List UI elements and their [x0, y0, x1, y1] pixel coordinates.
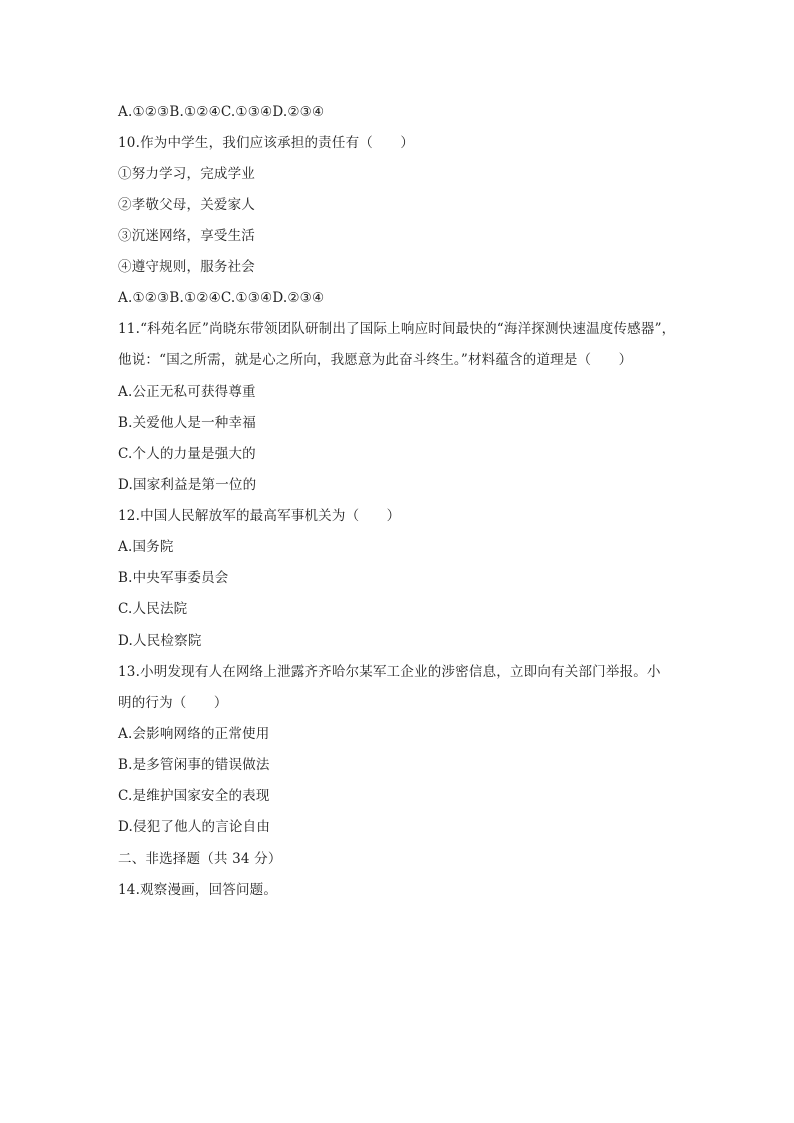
q10-answer-options: A.①②③B.①②④C.①③④D.②③④: [118, 290, 325, 306]
q12-option-c: C.人民法院: [118, 601, 188, 617]
q11-option-d: D.国家利益是第一位的: [118, 477, 257, 493]
q11-option-b: B.关爱他人是一种幸福: [118, 415, 256, 431]
q10-stem: 10.作为中学生，我们应该承担的责任有（ ）: [118, 135, 415, 151]
q11-stem-line-1: 11.“科苑名匠”尚晓东带领团队研制出了国际上响应时间最快的“海洋探测快速温度传感器”，: [118, 321, 676, 337]
q13-stem-line-1: 13.小明发现有人在网络上泄露齐齐哈尔某军工企业的涉密信息，立即向有关部门举报。小: [118, 664, 661, 680]
q13-option-a: A.会影响网络的正常使用: [118, 726, 270, 742]
q13-stem-line-2: 明的行为（ ）: [118, 695, 228, 711]
q13-option-c: C.是维护国家安全的表现: [118, 788, 270, 804]
q10-statement-2: ②孝敬父母，关爱家人: [118, 197, 255, 213]
q9-answer-options: A.①②③B.①②④C.①③④D.②③④: [118, 104, 325, 120]
q10-statement-4: ④遵守规则，服务社会: [118, 259, 255, 275]
q12-option-b: B.中央军事委员会: [118, 570, 229, 586]
q13-option-d: D.侵犯了他人的言论自由: [118, 819, 271, 835]
q12-stem: 12.中国人民解放军的最高军事机关为（ ）: [118, 508, 401, 524]
q11-option-c: C.个人的力量是强大的: [118, 446, 256, 462]
q10-statement-1: ①努力学习，完成学业: [118, 166, 255, 182]
q11-stem-line-2: 他说：“国之所需，就是心之所向，我愿意为此奋斗终生。”材料蕴含的道理是（ ）: [118, 352, 633, 368]
q12-option-a: A.国务院: [118, 539, 174, 555]
q10-statement-3: ③沉迷网络，享受生活: [118, 228, 255, 244]
q12-option-d: D.人民检察院: [118, 633, 202, 649]
q13-option-b: B.是多管闲事的错误做法: [118, 757, 270, 773]
q11-option-a: A.公正无私可获得尊重: [118, 384, 256, 400]
q14-stem: 14.观察漫画，回答问题。: [118, 882, 278, 898]
section-two-heading: 二、非选择题（共 34 分）: [118, 851, 282, 867]
